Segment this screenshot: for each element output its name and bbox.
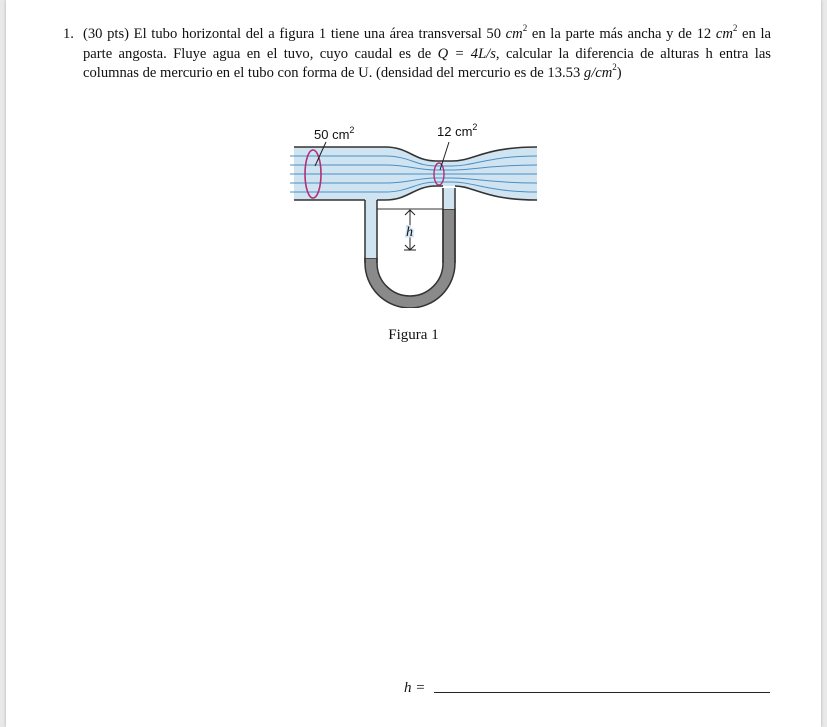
u-tube-left-water xyxy=(365,200,377,258)
text-part-5: ) xyxy=(616,65,622,81)
venturi-meter-figure xyxy=(284,118,549,308)
wide-area-label: 50 $cm^2$ xyxy=(314,125,355,142)
problem-statement xyxy=(63,25,771,84)
unit-cm-b: cm xyxy=(715,26,733,42)
flow-rate-expression: Q = 4L/s xyxy=(437,45,496,62)
unit-cm-a: cm xyxy=(505,26,523,42)
narrow-area-label: 12 $cm^2$ xyxy=(437,122,478,139)
text-part-2: en la parte más ancha y de 12 xyxy=(527,26,716,42)
sup-b: 2 xyxy=(732,23,738,34)
text-part-4: , calcular la diferencia de alturas h entra las columnas de mercurio en el tubo con forma de U. (densidad del mercurio es de 13.53 xyxy=(83,45,771,81)
sup-a: 2 xyxy=(522,23,528,34)
answer-blank-line[interactable] xyxy=(434,692,770,693)
h-label: h xyxy=(406,225,413,240)
text-part-3: en la parte angosta. Fluye agua en el tuvo, cuyo caudal es de xyxy=(83,26,772,62)
problem-text xyxy=(83,25,771,84)
problem-number: 1. xyxy=(63,26,74,42)
answer-label: h = xyxy=(404,680,426,696)
figure-caption: Figura 1 xyxy=(388,327,439,343)
density-unit: g/cm xyxy=(583,65,613,81)
text-part-1: (30 pts) El tubo horizontal del a figura 1 tiene una área transversal 50 xyxy=(83,26,506,42)
u-tube-right-water xyxy=(443,188,455,209)
worksheet-page xyxy=(6,0,821,727)
sup-c: 2 xyxy=(612,62,617,73)
